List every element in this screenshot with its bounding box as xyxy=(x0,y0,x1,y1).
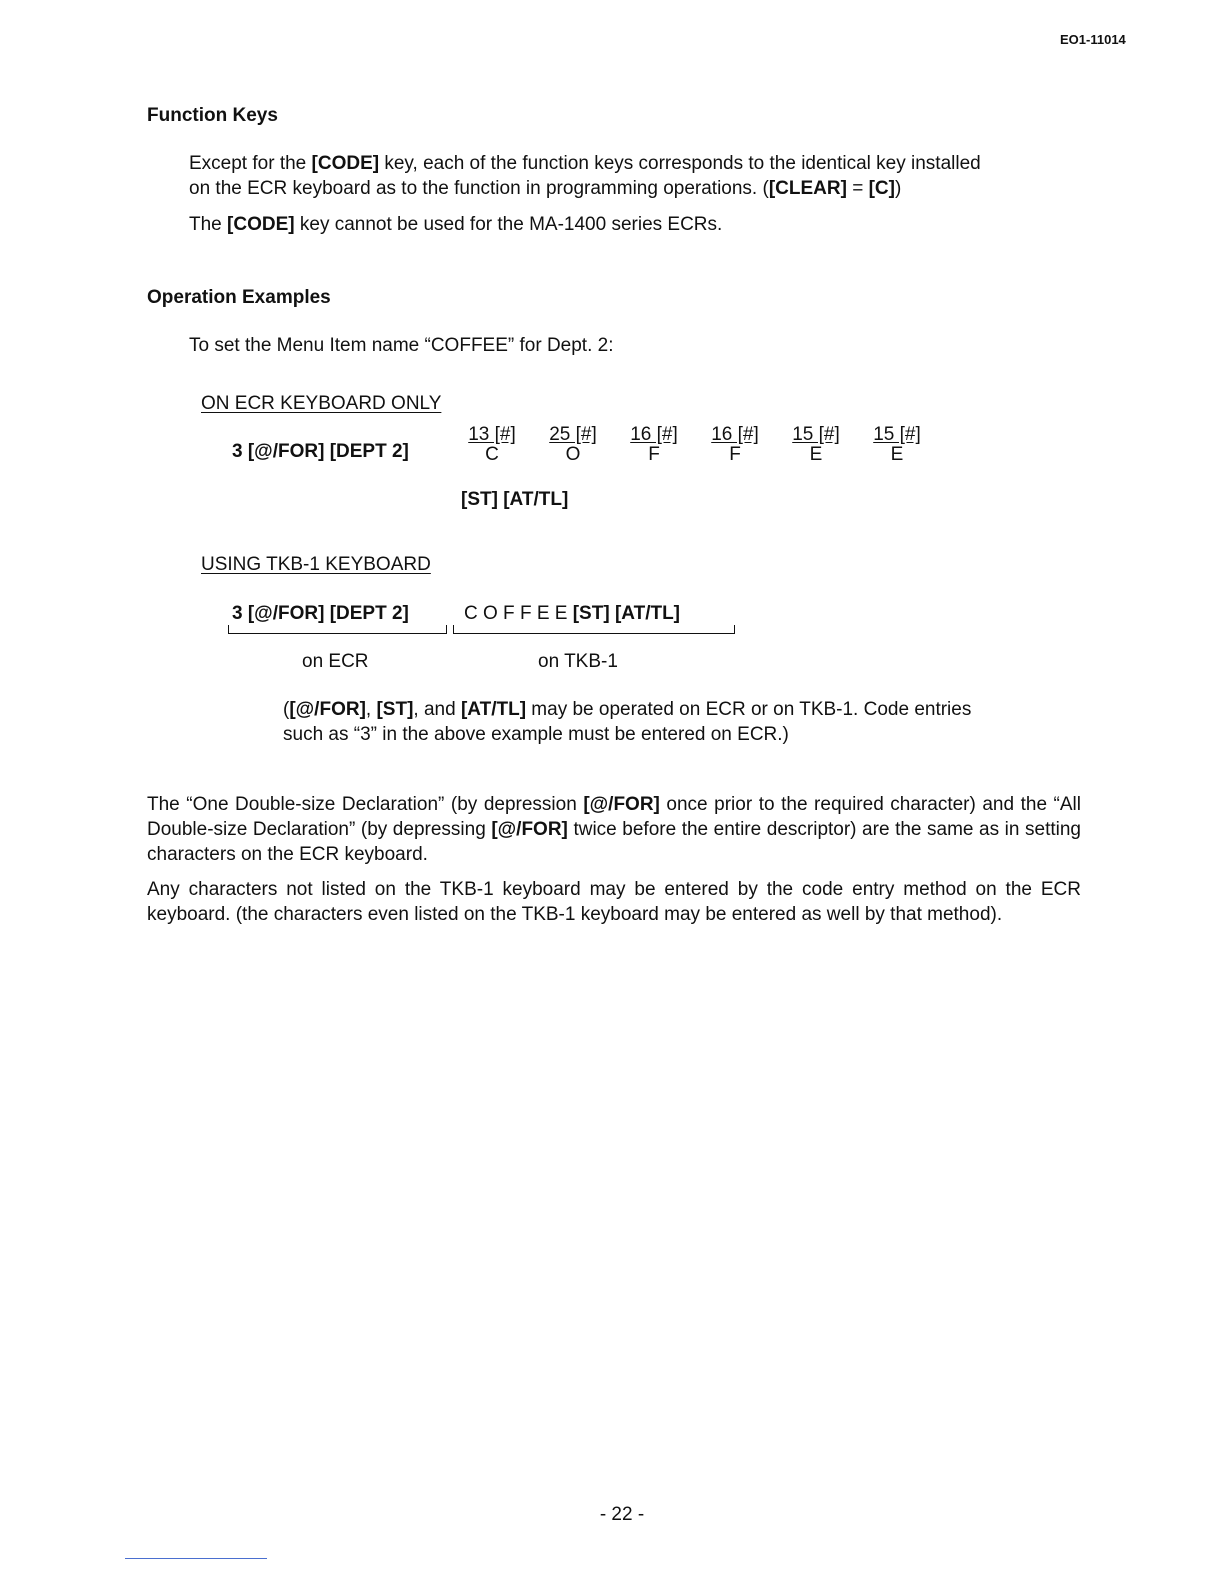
key-code-c xyxy=(460,424,524,464)
ecr-only-prefix: 3 [@/FOR] [DEPT 2] xyxy=(232,441,409,462)
scan-edge-line xyxy=(125,1558,267,1559)
page-number: - 22 - xyxy=(599,1504,645,1525)
key-code-f2 xyxy=(703,424,767,464)
ecr-only-title: ON ECR KEYBOARD ONLY xyxy=(201,393,442,414)
key-code-value: 13 [#] xyxy=(468,424,516,445)
tkb-ecr-part: 3 [@/FOR] [DEPT 2] xyxy=(232,603,409,624)
text-span: may be operated on ECR or on TKB-1. Code entries xyxy=(526,699,972,720)
key-code-e1 xyxy=(784,424,848,464)
tkb-letters: C O F F E E xyxy=(464,603,573,624)
code-key-note xyxy=(189,212,722,237)
text-span: key cannot be used for the MA-1400 series ECRs. xyxy=(294,214,723,235)
text-span: ( xyxy=(283,699,290,720)
key-code-value: 15 [#] xyxy=(873,424,921,445)
for-key-text: [@/FOR] xyxy=(491,819,568,840)
function-keys-paragraph-line1 xyxy=(189,151,981,176)
text-span: , and xyxy=(413,699,461,720)
text-span: , xyxy=(365,699,377,720)
key-code-value: 16 [#] xyxy=(711,424,759,445)
key-char: E xyxy=(809,444,823,465)
key-char: O xyxy=(565,444,581,465)
on-tkb-label: on TKB-1 xyxy=(538,651,618,672)
for-key-text: [@/FOR] xyxy=(289,699,366,720)
text-span: on the ECR keyboard as to the function in programming operations. ( xyxy=(189,178,769,199)
double-size-paragraph xyxy=(147,792,1081,867)
ecr-bracket xyxy=(228,625,447,634)
tkb-bracket xyxy=(453,625,735,634)
c-key-text: [C] xyxy=(868,178,895,199)
operation-examples-heading: Operation Examples xyxy=(147,287,331,308)
tkb-keys: [ST] [AT/TL] xyxy=(572,603,681,624)
key-char: E xyxy=(890,444,904,465)
text-span: key, each of the function keys corresponds to the identical key installed xyxy=(379,153,981,174)
key-code-f1 xyxy=(622,424,686,464)
operation-note-line1 xyxy=(283,697,971,722)
text-span: The “One Double-size Declaration” (by depression xyxy=(147,794,584,815)
text-span: ) xyxy=(894,178,902,199)
attl-key-text: [AT/TL] xyxy=(460,699,527,720)
key-char: F xyxy=(648,444,660,465)
tkb-keyboard-part xyxy=(464,601,680,626)
tkb-title: USING TKB-1 KEYBOARD xyxy=(201,554,431,575)
on-ecr-label: on ECR xyxy=(302,651,369,672)
document-id: EO1-11014 xyxy=(1060,32,1126,47)
key-code-o xyxy=(541,424,605,464)
text-span: Except for the xyxy=(189,153,312,174)
key-char: F xyxy=(729,444,741,465)
text-span: = xyxy=(846,178,869,199)
for-key-text: [@/FOR] xyxy=(583,794,660,815)
key-code-value: 25 [#] xyxy=(549,424,597,445)
any-characters-paragraph: Any characters not listed on the TKB-1 keyboard may be entered by the code entry method on the ECR keyboard. (the characters even listed on the TKB-1 keyboard may be entered as well by that method). xyxy=(147,879,1081,925)
key-code-e2 xyxy=(865,424,929,464)
ecr-only-suffix: [ST] [AT/TL] xyxy=(461,489,569,510)
function-keys-paragraph-line2 xyxy=(189,176,901,201)
text-span: twice before the entire descriptor) are the same as in setting characters on the ECR keyboard. xyxy=(147,819,1081,865)
text-span: once prior to the required character) and the “All Double-size Declaration” (by depressing xyxy=(147,794,1081,840)
example-intro: To set the Menu Item name “COFFEE” for Dept. 2: xyxy=(189,335,614,356)
code-key-text: [CODE] xyxy=(227,214,295,235)
function-keys-heading: Function Keys xyxy=(147,105,278,126)
key-char: C xyxy=(485,444,499,465)
code-key-text: [CODE] xyxy=(311,153,380,174)
key-code-value: 15 [#] xyxy=(792,424,840,445)
operation-note-line2: such as “3” in the above example must be entered on ECR.) xyxy=(283,724,789,745)
st-key-text: [ST] xyxy=(376,699,414,720)
clear-key-text: [CLEAR] xyxy=(768,178,847,199)
key-code-value: 16 [#] xyxy=(630,424,678,445)
text-span: The xyxy=(189,214,228,235)
